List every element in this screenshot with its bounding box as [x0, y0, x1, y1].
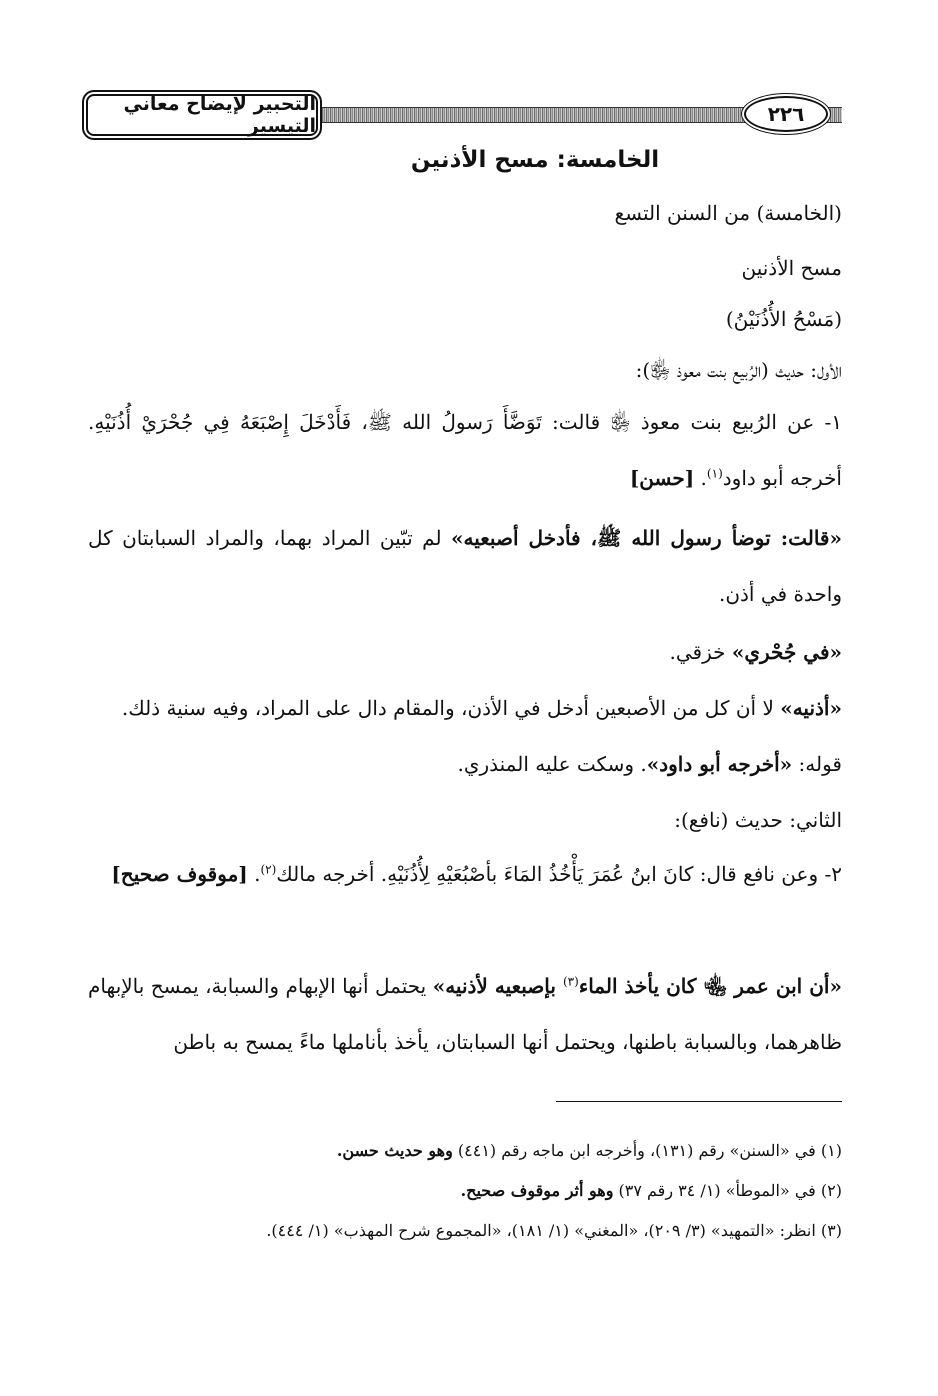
hadith-separator: . — [247, 862, 261, 886]
text-line: (الخامسة) من السنن التسع — [614, 201, 842, 225]
commentary-paragraph — [88, 680, 842, 736]
hadith-2 — [88, 846, 842, 902]
hadith-text: ٢- وعن نافع قال: كانَ ابنُ عُمَرَ يَأْخُذُ المَاءَ بأصْبُعَيْهِ لِأُذُنَيْهِ. أخرجه مالك — [276, 862, 842, 886]
commentary-text: قوله: — [792, 752, 842, 776]
footnote-text: (١) في «السنن» رقم (١٣١)، وأخرجه ابن ماجه رقم (٤٤١) — [452, 1141, 842, 1160]
hadith-grade: [موقوف صحيح] — [111, 862, 248, 886]
text-line: مسح الأذنين — [741, 256, 842, 280]
section-title: الخامسة: مسح الأذنين — [410, 147, 660, 173]
footnote-2 — [88, 1176, 842, 1216]
commentary-text: يحتمل أنها الإبهام والسبابة، يمسح بالإبهام ظاهرهما، وبالسبابة باطنها، ويحتمل أنها السبابتان، يأخذ بأناملها ماءً يمسح به باطن — [88, 974, 842, 1054]
page-number: ٢٢٦ — [744, 96, 828, 132]
quoted-phrase: «قالت: توضأ رسول الله ﷺ، فأدخل أصبعيه» — [451, 526, 842, 550]
subheading-first: الأول: حديث (الرُبيع بنت معوذ ﵂): — [635, 358, 842, 382]
commentary-text: لم تبّين المراد بهما، والمراد السبابتان كل واحدة في أذن. — [88, 526, 842, 606]
quoted-phrase: «أذنيه» — [780, 696, 842, 720]
commentary-text: خزقي. — [669, 640, 732, 664]
quoted-phrase: «أن ابن عمر ﵄ كان يأخذ الماء — [578, 974, 842, 998]
book-title: التحبير لإيضاح معاني التيسير — [86, 94, 318, 136]
footnote-text: (٣) انظر: «التمهيد» (٣/ ٢٠٩)، «المغني» (١/ ١٨١)، «المجموع شرح المهذب» (١/ ٤٤٤). — [266, 1221, 842, 1240]
footnotes — [88, 1136, 842, 1256]
hadith-separator: . — [694, 466, 707, 490]
commentary-text: لا أن كل من الأصبعين أدخل في الأذن، والمقام دال على المراد، وفيه سنية ذلك. — [121, 696, 781, 720]
commentary-paragraph — [88, 958, 842, 1070]
quoted-phrase: «أخرجه أبو داود» — [646, 752, 793, 776]
quoted-phrase: بإصبعيه لأذنيه» — [432, 974, 563, 998]
text-line: (مَسْحُ الأُذُنَيْنُ) — [725, 307, 842, 331]
subheading-second: الثاني: حديث (نافع): — [674, 808, 842, 832]
commentary-paragraph — [88, 736, 842, 792]
footnote-ref[interactable]: (١) — [706, 466, 723, 481]
footnote-text: (٢) في «الموطأ» (١/ ٣٤ رقم ٣٧) — [613, 1181, 842, 1200]
footnote-ref[interactable]: (٢) — [260, 862, 277, 877]
footnote-1 — [88, 1136, 842, 1176]
footnote-3 — [88, 1216, 842, 1256]
commentary-paragraph — [88, 624, 842, 680]
commentary-text: . وسكت عليه المنذري. — [457, 752, 647, 776]
footnote-ref[interactable]: (٣) — [562, 974, 579, 989]
commentary-paragraph — [88, 510, 842, 622]
footnote-grade: وهو حديث حسن. — [336, 1141, 453, 1160]
hadith-text: ١- عن الرُبيع بنت معوذ ﵂ قالت: تَوَضَّأَ رَسولُ الله ﷺ، فَأَدْخَلَ إِصْبَعَهُ فِي جُحْرَيْ أُذُنَيْهِ. أخرجه أبو داود — [88, 410, 842, 490]
page-body — [88, 140, 842, 1054]
footnote-grade: وهو أثر موقوف صحيح. — [460, 1181, 614, 1200]
page-header — [86, 94, 842, 136]
footnote-separator — [556, 1101, 842, 1102]
quoted-phrase: «في جُحْري» — [731, 640, 842, 664]
hadith-1 — [88, 394, 842, 506]
hadith-grade: [حسن] — [629, 466, 695, 490]
